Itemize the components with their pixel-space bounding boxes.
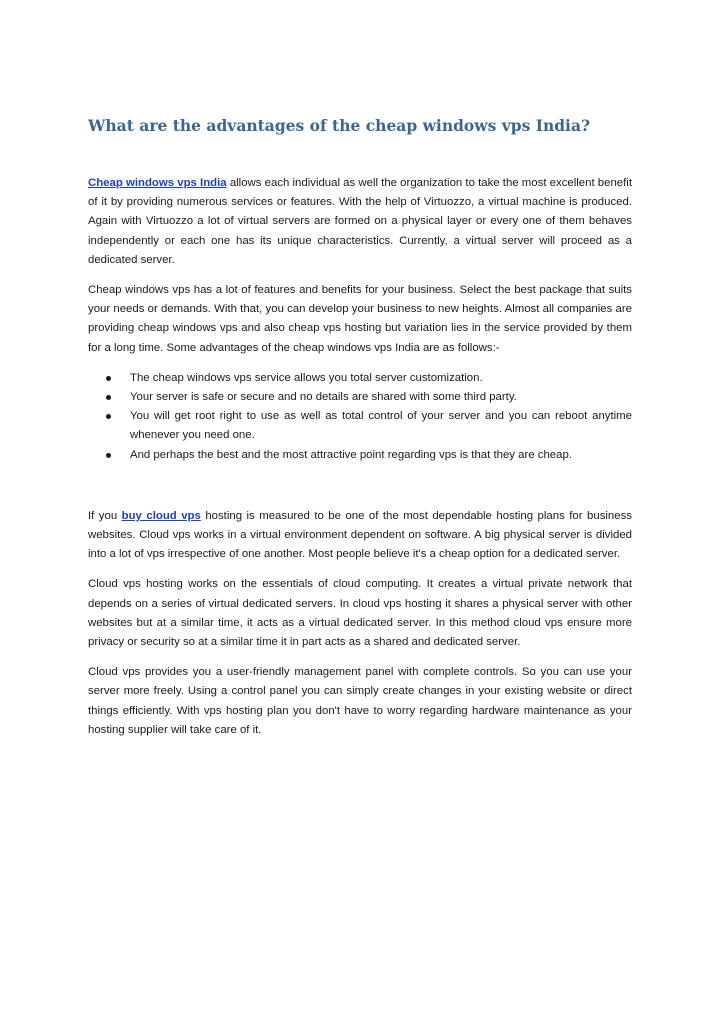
section-gap	[88, 465, 632, 507]
list-item	[130, 369, 632, 388]
bullet-icon	[106, 376, 111, 381]
paragraph-management-panel: Cloud vps provides you a user-friendly management panel with complete controls. So you can use your server more freely. Using a control panel you can simply create changes in your existing website or direct things efficiently. With vps hosting plan you don't have to worry regarding hardware maintenance as your hosting supplier will take care of it.	[88, 666, 632, 736]
list-item-text: You will get root right to use as well as total control of your server and you can reboot anytime whenever you need one.	[130, 410, 632, 442]
paragraph-cloud-computing: Cloud vps hosting works on the essentials of cloud computing. It creates a virtual private network that depends on a series of virtual dedicated servers. In cloud vps hosting it shares a physical server with other websites but at a similar time, it acts as a virtual dedicated server. In this method cloud vps ensure more privacy or security so at a similar time it in part acts as a shared and dedicated server.	[88, 578, 632, 649]
bullet-icon	[106, 395, 111, 400]
list-item-text: The cheap windows vps service allows you total server customization.	[130, 371, 483, 384]
link-buy-cloud-vps[interactable]: buy cloud vps	[121, 509, 201, 522]
bullet-icon	[106, 453, 111, 458]
list-item	[130, 446, 632, 465]
paragraph-cloud-vps-lead: If you	[88, 509, 122, 522]
paragraph-cloud-vps-text: hosting is measured to be one of the most dependable hosting plans for business websites. Cloud vps works in a virtual environment dependent on software. A big physical server is divided into a lot of vps irrespective of one another. Most people believe it's a cheap option for a dedicated server.	[88, 509, 632, 561]
list-item-text: And perhaps the best and the most attractive point regarding vps is that they are cheap.	[130, 448, 572, 461]
page-title: What are the advantages of the cheap windows vps India?	[88, 116, 591, 135]
paragraph-intro	[88, 174, 632, 270]
bullet-icon	[106, 414, 111, 419]
paragraph-cloud-vps	[88, 507, 632, 565]
document-body	[88, 116, 632, 751]
link-cheap-windows-vps-india[interactable]: Cheap windows vps India	[88, 177, 227, 189]
paragraph-intro-text: allows each individual as well the organization to take the most excellent benefit of it by providing numerous services or features. With the help of Virtuozzo, a virtual machine is produced. Again with Virtuozzo a lot of virtual servers are formed on a physical layer or every one of them behaves independently or each one has its unique characteristics. Currently, a virtual server will proceed as a dedicated server.	[88, 177, 632, 266]
list-item-text: Your server is safe or secure and no details are shared with some third party.	[130, 391, 517, 404]
list-item	[130, 388, 632, 407]
list-item	[130, 407, 632, 445]
advantages-list	[88, 369, 632, 465]
paragraph-features: Cheap windows vps has a lot of features and benefits for your business. Select the best package that suits your needs or demands. With that, you can develop your business to new heights. Almost all companies are providing cheap windows vps and also cheap vps hosting but variation lies in the service provided by them for a long time. Some advantages of the cheap windows vps India are as follows:-	[88, 284, 632, 354]
